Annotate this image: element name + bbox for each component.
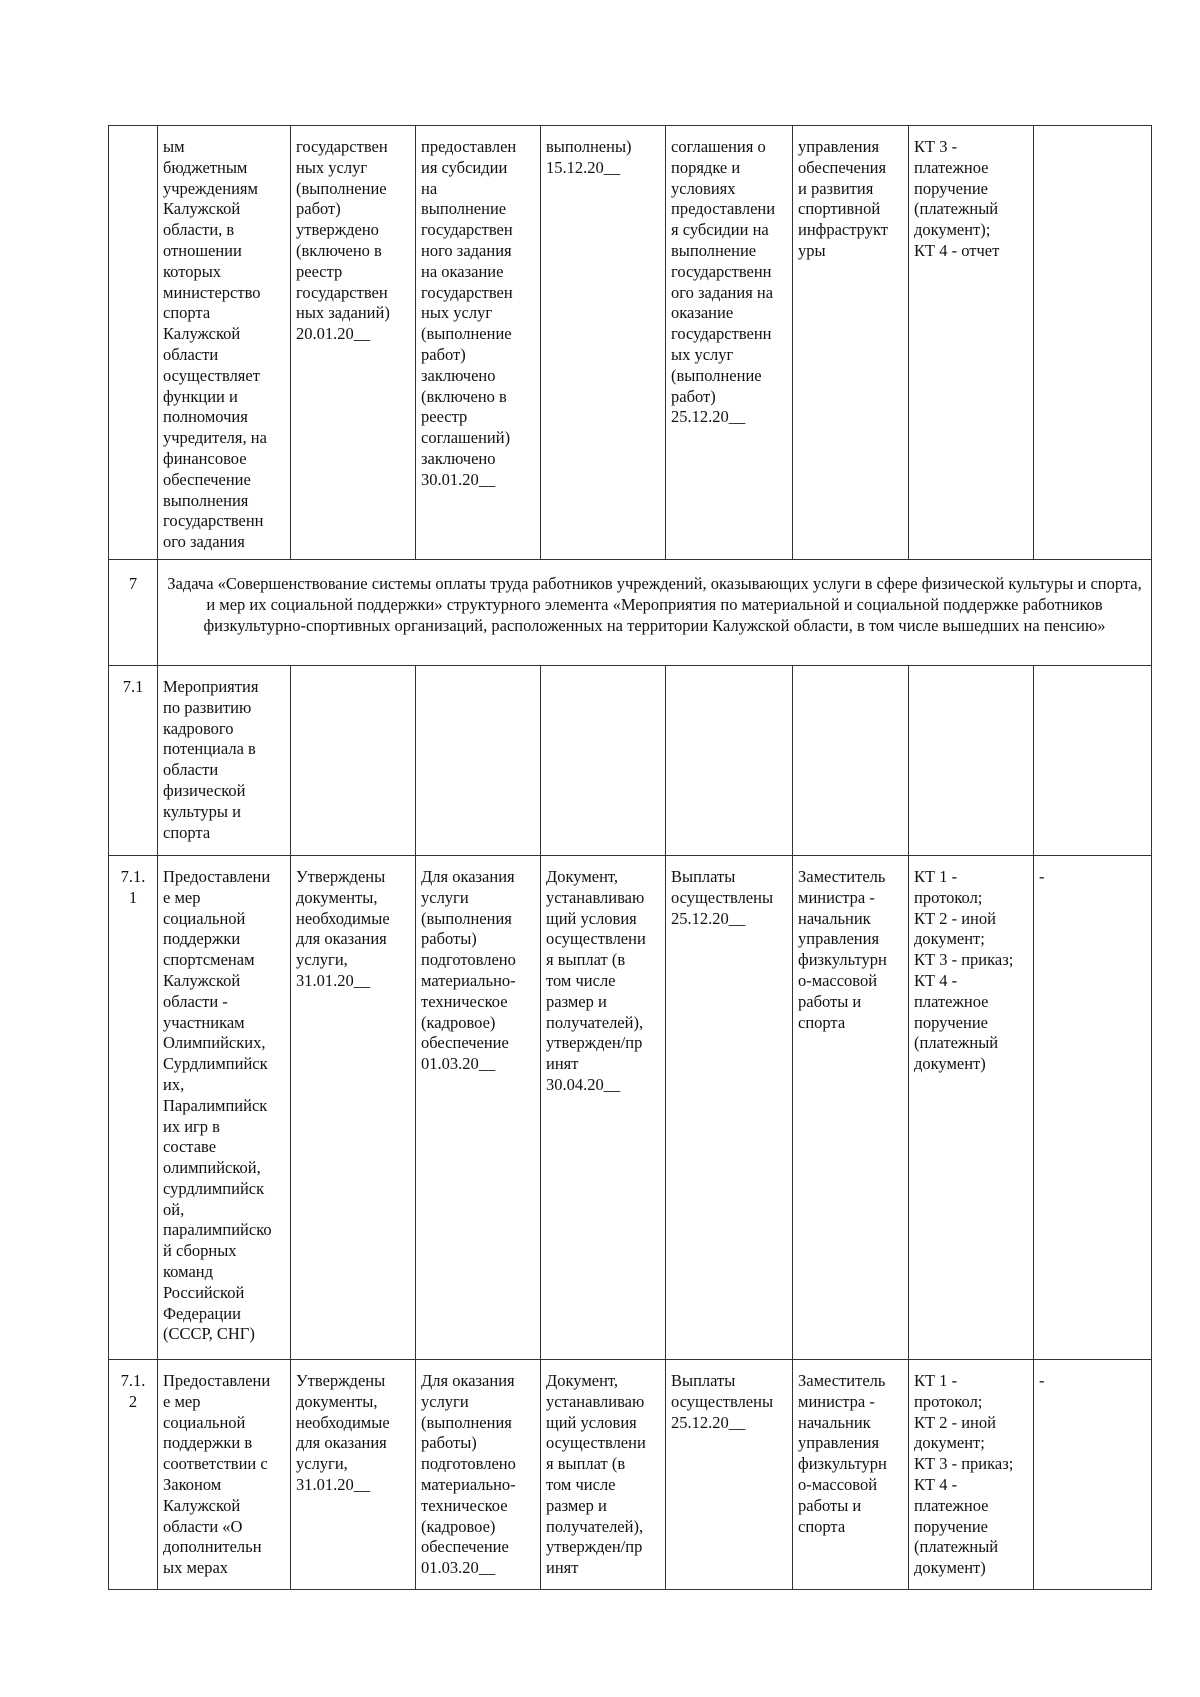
responsible-cell: Заместитель министра - начальник управления физкультурн о-массовой работы и спорта [793,855,909,1359]
checkpoint-1-cell: государствен ных услуг (выполнение работ) утверждено (включено в реестр государствен ных заданий) 20.01.20__ [291,126,416,560]
checkpoint-1-cell: Утверждены документы, необходимые для оказания услуги, 31.01.20__ [291,855,416,1359]
checkpoint-4-cell [666,665,793,855]
info-system-cell [1034,126,1152,560]
table-row [109,665,1152,855]
measure-name-cell: Предоставлени е мер социальной поддержки спортсменам Калужской области - участникам Олимпийских, Сурдлимпийск их, Паралимпийск их игр в составе олимпийской, сурдлимпийск ой, паралимпийско й сборных команд Российской Федерации (СССР, СНГ) [158,855,291,1359]
checkpoint-2-cell: Для оказания услуги (выполнения работы) подготовлено материально- техническое (кадровое) обеспечение 01.03.20__ [416,1359,541,1589]
checkpoint-1-cell [291,665,416,855]
document-page [108,125,1151,1590]
info-system-cell: - [1034,855,1152,1359]
document-type-cell [909,665,1034,855]
document-type-cell: КТ 3 - платежное поручение (платежный документ); КТ 4 - отчет [909,126,1034,560]
checkpoint-4-cell: соглашения о порядке и условиях предоставлени я субсидии на выполнение государственн ого задания на оказание государственн ых услуг (выполнение работ) 25.12.20__ [666,126,793,560]
measure-name-cell: Предоставлени е мер социальной поддержки в соответствии с Законом Калужской области «О дополнительн ых мерах [158,1359,291,1589]
task-description: Задача «Совершенствование системы оплаты труда работников учреждений, оказывающих услуги в сфере физической культуры и спорта, и мер их социальной поддержки» структурного элемента «Мероприятия по материальной и социальной поддержке работников физкультурно-спортивных организаций, расположенных на территории Калужской области, в том числе вышедших на пенсию» [158,559,1152,665]
task-row [109,559,1152,665]
checkpoint-4-cell: Выплаты осуществлены 25.12.20__ [666,1359,793,1589]
responsible-cell [793,665,909,855]
checkpoint-3-cell: Документ, устанавливаю щий условия осуществлени я выплат (в том числе размер и получателей), утвержден/пр инят 30.04.20__ [541,855,666,1359]
checkpoint-2-cell [416,665,541,855]
row-number [109,126,158,560]
row-number: 7.1 [109,665,158,855]
responsible-cell: Заместитель министра - начальник управления физкультурн о-массовой работы и спорта [793,1359,909,1589]
row-number: 7 [109,559,158,665]
measure-name-cell: ым бюджетным учреждениям Калужской области, в отношении которых министерство спорта Калужской области осуществляет функции и полномочия учредителя, на финансовое обеспечение выполнения государственн ого задания [158,126,291,560]
checkpoint-4-cell: Выплаты осуществлены 25.12.20__ [666,855,793,1359]
row-number: 7.1. 1 [109,855,158,1359]
row-number: 7.1. 2 [109,1359,158,1589]
checkpoint-3-cell [541,665,666,855]
info-system-cell: - [1034,1359,1152,1589]
measures-table [108,125,1152,1590]
checkpoint-3-cell: выполнены) 15.12.20__ [541,126,666,560]
document-type-cell: КТ 1 - протокол; КТ 2 - иной документ; КТ 3 - приказ; КТ 4 - платежное поручение (платежный документ) [909,1359,1034,1589]
checkpoint-3-cell: Документ, устанавливаю щий условия осуществлени я выплат (в том числе размер и получателей), утвержден/пр инят [541,1359,666,1589]
table-row [109,1359,1152,1589]
document-type-cell: КТ 1 - протокол; КТ 2 - иной документ; КТ 3 - приказ; КТ 4 - платежное поручение (платежный документ) [909,855,1034,1359]
info-system-cell [1034,665,1152,855]
table-row [109,855,1152,1359]
table-row [109,126,1152,560]
measure-name-cell: Мероприятия по развитию кадрового потенциала в области физической культуры и спорта [158,665,291,855]
checkpoint-2-cell: Для оказания услуги (выполнения работы) подготовлено материально- техническое (кадровое) обеспечение 01.03.20__ [416,855,541,1359]
responsible-cell: управления обеспечения и развития спортивной инфраструкт уры [793,126,909,560]
checkpoint-2-cell: предоставлен ия субсидии на выполнение государствен ного задания на оказание государствен ных услуг (выполнение работ) заключено (включено в реестр соглашений) заключено 30.01.20__ [416,126,541,560]
checkpoint-1-cell: Утверждены документы, необходимые для оказания услуги, 31.01.20__ [291,1359,416,1589]
